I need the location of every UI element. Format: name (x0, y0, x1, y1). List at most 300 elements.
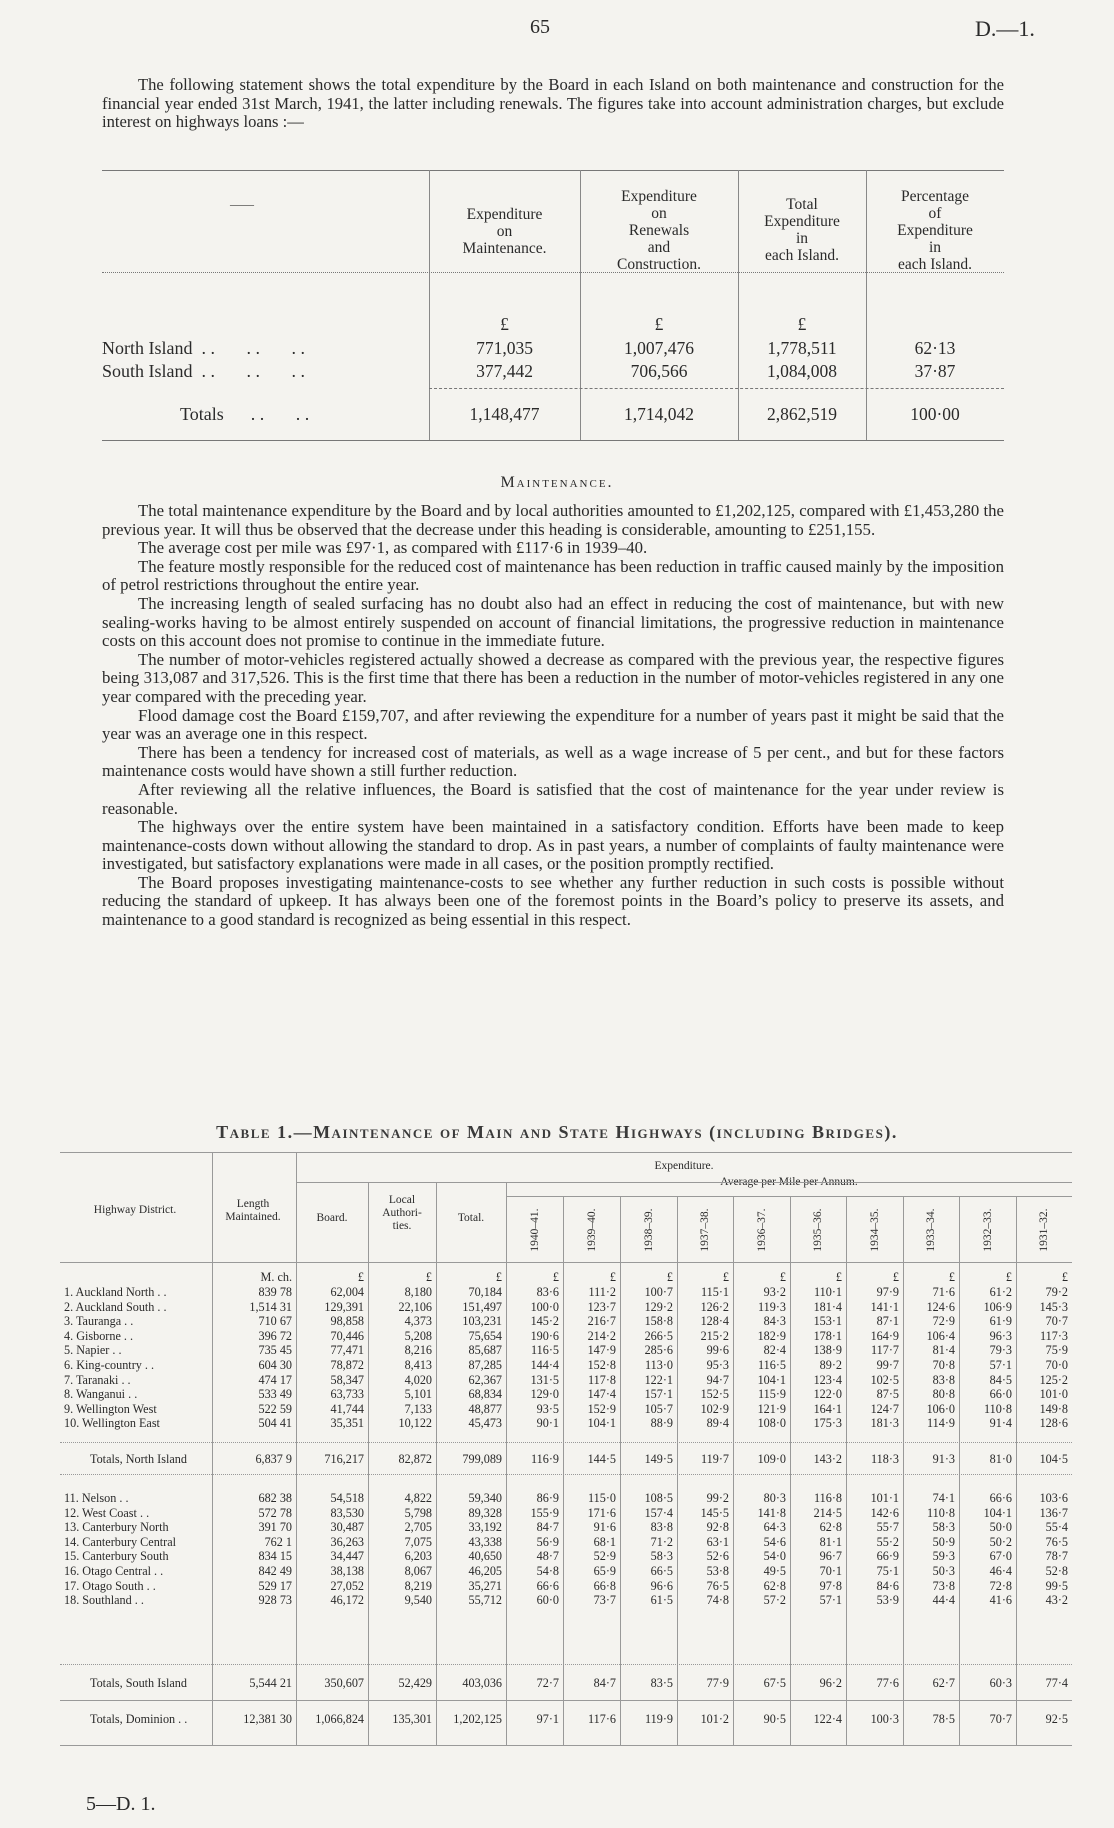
head-district: Highway District. (93, 1204, 177, 1216)
paragraph: The Board proposes investigating maintenance-costs to see whether any further reduction in such costs is possible without reducing the standard of upkeep. It has always been one of the foremost points in the Board’s policy to preserve its assets, and maintenance to a good standard is recognized as being essential in this respect. (102, 872, 1004, 930)
table-cell: 91·6 (593, 1520, 616, 1535)
table-cell: 62,367 (468, 1372, 502, 1387)
rule-north-total (60, 1442, 1072, 1443)
table-cell: 103,231 (462, 1314, 502, 1329)
table-cell: 70·8 (932, 1358, 955, 1372)
body-text (102, 502, 1004, 930)
year-header: 1931–32. (1038, 1208, 1050, 1252)
table-cell: 928 73 (258, 1593, 292, 1608)
table-cell: 70·7 (1045, 1314, 1068, 1329)
table-cell: 124·6 (926, 1299, 955, 1314)
table-cell: 30,487 (330, 1520, 364, 1535)
district-name: 2. Auckland South . . (64, 1299, 167, 1314)
table-cell: 101·1 (870, 1491, 899, 1505)
table-cell: 97·8 (819, 1578, 842, 1593)
unit-label: £ (357, 1270, 364, 1284)
table-cell: 99·5 (1045, 1578, 1068, 1593)
total-cell: 96·2 (819, 1676, 842, 1690)
district-name: 15. Canterbury South (64, 1549, 169, 1564)
table-cell: 111·2 (588, 1285, 616, 1299)
summary-total-cell: 2,862,519 (767, 404, 837, 424)
unit-label: £ (948, 1270, 955, 1284)
table-cell: 155·9 (530, 1505, 559, 1520)
table-cell: 57·2 (763, 1593, 786, 1608)
total-cell: 122·4 (813, 1712, 842, 1726)
table-cell: 128·4 (700, 1314, 729, 1329)
table-cell: 78,872 (330, 1358, 364, 1372)
head-board: Board. (316, 1212, 348, 1224)
average-rule (506, 1196, 1072, 1197)
table-cell: 58·3 (932, 1520, 955, 1535)
table-cell: 735 45 (258, 1343, 292, 1358)
table-cell: 52·8 (1045, 1564, 1068, 1578)
rule-south-total (60, 1664, 1072, 1665)
table-cell: 63,733 (330, 1387, 364, 1402)
table-cell: 50·9 (932, 1534, 955, 1549)
paragraph: The feature mostly responsible for the reduced cost of maintenance has been reduction in traffic caused mainly by the imposition of petrol restrictions throughout the entire year. (102, 556, 1004, 595)
table-cell: 141·8 (757, 1505, 786, 1520)
paragraph: The total maintenance expenditure by the Board and by local authorities amounted to £1,202,125, compared with £1,453,280 the previous year. It will thus be observed that the decrease under this heading is considerable, amounting to £251,155. (102, 501, 1004, 539)
table-cell: 63·1 (706, 1534, 729, 1549)
table-cell: 76·5 (706, 1578, 729, 1593)
total-cell: 1,202,125 (453, 1712, 502, 1726)
table-cell: 5,798 (404, 1505, 432, 1520)
table-cell: 78·7 (1045, 1549, 1068, 1564)
table-cell: 71·2 (650, 1534, 673, 1549)
table-cell: 54,518 (330, 1491, 364, 1505)
district-name: 14. Canterbury Central (64, 1534, 177, 1549)
table-cell: 125·2 (1039, 1372, 1068, 1387)
table-cell: 1,514 31 (249, 1299, 292, 1314)
table-cell: 144·4 (530, 1358, 559, 1372)
table-cell: 62,004 (330, 1285, 364, 1299)
summary-head-rule (102, 272, 1004, 273)
summary-total-cell: 1,714,042 (624, 404, 694, 424)
table-cell: 215·2 (700, 1328, 729, 1343)
table-cell: 99·2 (706, 1491, 729, 1505)
table-cell: 178·1 (813, 1328, 842, 1343)
paragraph: The average cost per mile was £97·1, as compared with £117·6 in 1939–40. (138, 538, 648, 558)
district-name: 8. Wanganui . . (64, 1387, 138, 1402)
table-cell: 55·4 (1045, 1520, 1068, 1535)
total-cell: 799,089 (462, 1452, 502, 1466)
table-cell: 762 1 (264, 1534, 292, 1549)
table-cell: 61·9 (989, 1314, 1012, 1329)
summary-total-cell: 1,148,477 (469, 404, 540, 424)
table-cell: 38,138 (330, 1564, 364, 1578)
table-cell: 43·2 (1045, 1593, 1068, 1608)
table-cell: 123·7 (587, 1299, 616, 1314)
table-cell: 104·1 (757, 1372, 786, 1387)
table-cell: 8,413 (404, 1358, 432, 1372)
table-cell: 842 49 (258, 1564, 292, 1578)
table-cell: 710 67 (258, 1314, 292, 1329)
table-cell: 49·5 (763, 1564, 786, 1578)
table-cell: 141·1 (870, 1299, 899, 1314)
table-cell: 122·1 (644, 1372, 673, 1387)
total-cell: 67·5 (763, 1676, 786, 1690)
header-bottom-rule (60, 1262, 1072, 1263)
table-cell: 115·1 (701, 1285, 729, 1299)
table-cell: 839 78 (258, 1285, 292, 1299)
total-cell: 72·7 (536, 1676, 559, 1690)
table-cell: 7,133 (404, 1401, 432, 1416)
table-cell: 142·6 (870, 1505, 899, 1520)
table-cell: 76·5 (1045, 1534, 1068, 1549)
total-cell: 143·2 (813, 1452, 842, 1466)
total-cell: 83·5 (650, 1676, 673, 1690)
total-cell: 97·1 (536, 1712, 559, 1726)
table-cell: 46,172 (330, 1593, 364, 1608)
table-bottom-rule (60, 1745, 1072, 1746)
table-cell: 104·1 (587, 1416, 616, 1431)
table-cell: 40,650 (468, 1549, 502, 1564)
table-cell: 66·5 (650, 1564, 673, 1578)
table-cell: 35,351 (330, 1416, 364, 1431)
expenditure-rule (296, 1182, 1072, 1183)
table-cell: 67·0 (989, 1549, 1012, 1564)
table-cell: 50·2 (989, 1534, 1012, 1549)
totals-label: Totals, South Island (90, 1676, 187, 1690)
table-cell: 129·0 (530, 1387, 559, 1402)
district-name: 10. Wellington East (64, 1416, 160, 1431)
table-cell: 214·5 (813, 1505, 842, 1520)
table-top-rule (60, 1152, 1072, 1153)
district-name: 16. Otago Central . . (64, 1564, 164, 1578)
summary-table (102, 170, 1004, 440)
summary-total-cell: 100·00 (910, 404, 960, 424)
table-cell: 8,180 (404, 1285, 432, 1299)
table-cell: 66·6 (989, 1491, 1012, 1505)
table-cell: 59·3 (932, 1549, 955, 1564)
table-cell: 102·9 (700, 1401, 729, 1416)
totals-label: Totals, North Island (90, 1452, 187, 1466)
table-cell: 61·2 (989, 1285, 1012, 1299)
head-expenditure: Expenditure. (654, 1160, 714, 1172)
unit-label: £ (609, 1270, 616, 1284)
total-cell: 135,301 (392, 1712, 432, 1726)
table-cell: 33,192 (468, 1520, 502, 1535)
summary-col-construction: Expenditure on Renewals and Construction. (617, 188, 701, 273)
table-cell: 94·7 (706, 1372, 729, 1387)
table-cell: 73·8 (932, 1578, 955, 1593)
table-cell: 119·3 (758, 1299, 786, 1314)
table-cell: 70,184 (468, 1285, 502, 1299)
table-cell: 124·7 (870, 1401, 899, 1416)
total-cell: 1,066,824 (315, 1712, 364, 1726)
paragraph: The highways over the entire system have been maintained in a satisfactory condition. Efforts have been made to keep maintenance-costs down without allowing the standard to drop. As in past years, a number of complaints of faulty maintenance were investigated, but satisfactory explanations were made in all cases, or the position promptly rectified. (102, 817, 1004, 874)
table-cell: 145·2 (530, 1314, 559, 1329)
table-cell: 35,271 (468, 1578, 502, 1593)
table-cell: 36,263 (330, 1534, 364, 1549)
table-cell: 145·5 (700, 1505, 729, 1520)
table-cell: 136·7 (1039, 1505, 1068, 1520)
table-cell: 93·5 (536, 1401, 559, 1416)
table-cell: 93·2 (763, 1285, 786, 1299)
head-length: Length Maintained. (225, 1198, 281, 1223)
table-cell: 96·6 (650, 1578, 673, 1593)
total-cell: 6,837 9 (255, 1452, 292, 1466)
table-cell: 64·3 (763, 1520, 786, 1535)
table-cell: 27,052 (330, 1578, 364, 1593)
table-cell: 60·0 (536, 1593, 559, 1608)
total-cell: 91·3 (932, 1452, 955, 1466)
total-cell: 104·5 (1039, 1452, 1068, 1466)
table-cell: 100·7 (644, 1285, 673, 1299)
summary-col-total: Total Expenditure in each Island. (764, 196, 840, 264)
table-cell: 83·6 (536, 1285, 559, 1299)
district-name: 6. King-country . . (64, 1358, 155, 1372)
table-cell: 75·9 (1045, 1343, 1068, 1358)
table-cell: 96·7 (819, 1549, 842, 1564)
total-cell: 403,036 (462, 1676, 502, 1690)
unit-label: M. ch. (260, 1270, 292, 1284)
total-cell: 52,429 (398, 1676, 432, 1690)
total-cell: 62·7 (932, 1676, 955, 1690)
total-cell: 77·4 (1045, 1676, 1068, 1690)
unit-label: £ (779, 1270, 786, 1284)
total-cell: 12,381 30 (243, 1712, 292, 1726)
table-cell: 113·0 (645, 1358, 673, 1372)
table-cell: 65·9 (593, 1564, 616, 1578)
table-cell: 89·2 (819, 1358, 842, 1372)
table-cell: 54·6 (763, 1534, 786, 1549)
table-cell: 52·6 (706, 1549, 729, 1564)
table-cell: 86·9 (536, 1491, 559, 1505)
table-cell: 114·9 (927, 1416, 955, 1431)
total-cell: 100·3 (870, 1712, 899, 1726)
unit-label: £ (722, 1270, 729, 1284)
paragraph: There has been a tendency for increased cost of materials, as well as a wage increase of 5 per cent., and but for these factors maintenance costs would have shown a still further reduction. (102, 742, 1004, 781)
total-cell: 90·5 (763, 1712, 786, 1726)
table-cell: 100·0 (530, 1299, 559, 1314)
table-cell: 129,391 (324, 1299, 364, 1314)
table-cell: 123·4 (813, 1372, 842, 1387)
table-cell: 46·4 (989, 1564, 1012, 1578)
table-cell: 80·3 (763, 1491, 786, 1505)
table-cell: 70·1 (819, 1564, 842, 1578)
summary-totals-label: Totals . . . . (180, 404, 310, 424)
table-cell: 81·1 (819, 1534, 842, 1549)
table-cell: 122·0 (813, 1387, 842, 1402)
table-cell: 57·1 (989, 1358, 1012, 1372)
table-cell: 34,447 (330, 1549, 364, 1564)
total-cell: 119·7 (701, 1452, 729, 1466)
year-header: 1934–35. (868, 1208, 881, 1252)
table-cell: 50·3 (932, 1564, 955, 1578)
year-header: 1933–34. (925, 1208, 937, 1252)
summary-bottom-rule (102, 440, 1004, 441)
table-cell: 102·5 (870, 1372, 899, 1387)
summary-col-percentage: Percentage of Expenditure in each Island. (897, 188, 973, 273)
total-cell: 84·7 (593, 1676, 616, 1690)
summary-cell: 62·13 (914, 338, 956, 358)
table-cell: 41·6 (989, 1593, 1012, 1608)
table-cell: 97·9 (876, 1285, 899, 1299)
table-cell: 157·1 (644, 1387, 673, 1402)
table-cell: 117·7 (871, 1343, 899, 1358)
table-cell: 74·8 (706, 1593, 729, 1608)
table-cell: 83,530 (330, 1505, 364, 1520)
table-cell: 152·8 (587, 1358, 616, 1372)
table-cell: 4,020 (404, 1372, 432, 1387)
table-cell: 153·1 (813, 1314, 842, 1329)
table-cell: 522 59 (258, 1401, 292, 1416)
summary-cell: 1,084,008 (767, 361, 837, 381)
table-cell: 110·8 (927, 1505, 955, 1520)
table-cell: 138·9 (813, 1343, 842, 1358)
table-cell: 99·7 (876, 1358, 899, 1372)
table-cell: 8,216 (404, 1343, 432, 1358)
table-cell: 71·6 (932, 1285, 955, 1299)
table-cell: 101·0 (1039, 1387, 1068, 1402)
table-cell: 66·0 (989, 1387, 1012, 1402)
table-cell: 106·4 (926, 1328, 955, 1343)
table-cell: 110·1 (814, 1285, 842, 1299)
table-cell: 44·4 (932, 1593, 955, 1608)
district-name: 17. Otago South . . (64, 1578, 156, 1593)
summary-cell: 37·87 (914, 361, 956, 381)
head-total: Total. (457, 1212, 485, 1224)
table-cell: 58·3 (650, 1549, 673, 1564)
table-cell: 396 72 (258, 1328, 292, 1343)
table-cell: 175·3 (813, 1416, 842, 1431)
table-cell: 73·7 (593, 1593, 616, 1608)
summary-row-label: North Island . . . . . . (102, 338, 305, 358)
table-cell: 46,205 (468, 1564, 502, 1578)
table-cell: 145·3 (1039, 1299, 1068, 1314)
table-cell: 70,446 (330, 1328, 364, 1343)
summary-cell: 706,566 (630, 361, 688, 381)
table-cell: 55,712 (468, 1593, 502, 1608)
table-cell: 87,285 (468, 1358, 502, 1372)
table-cell: 58,347 (330, 1372, 364, 1387)
table-cell: 79·3 (989, 1343, 1012, 1358)
table-cell: 52·9 (593, 1549, 616, 1564)
table-cell: 48,877 (468, 1401, 502, 1416)
table-cell: 5,208 (404, 1328, 432, 1343)
table-cell: 43,338 (468, 1534, 502, 1549)
table-cell: 115·9 (758, 1387, 786, 1402)
table-cell: 164·1 (813, 1401, 842, 1416)
district-name: 3. Tauranga . . (64, 1314, 134, 1329)
table-cell: 77,471 (330, 1343, 364, 1358)
table-cell: 95·3 (706, 1358, 729, 1372)
summary-unit: £ (500, 314, 509, 334)
table-cell: 68,834 (468, 1387, 502, 1402)
unit-label: £ (552, 1270, 559, 1284)
table-cell: 147·4 (587, 1387, 616, 1402)
total-cell: 92·5 (1045, 1712, 1068, 1726)
table-cell: 84·7 (536, 1520, 559, 1535)
year-header: 1940–41. (528, 1208, 541, 1252)
table-cell: 72·9 (932, 1314, 955, 1329)
total-cell: 119·9 (645, 1712, 673, 1726)
table-cell: 152·9 (587, 1401, 616, 1416)
table-cell: 181·4 (813, 1299, 842, 1314)
unit-label: £ (1005, 1270, 1012, 1284)
table-cell: 85,687 (468, 1343, 502, 1358)
table-column-divider (296, 1152, 297, 1745)
table-cell: 391 70 (258, 1520, 292, 1535)
unit-label: £ (495, 1270, 502, 1284)
table-cell: 214·2 (587, 1328, 616, 1343)
table-cell: 66·8 (593, 1578, 616, 1593)
paragraph: The increasing length of sealed surfacing has no doubt also had an effect in reducing the cost of maintenance, but with new sealing-works having to be almost entirely suspended on account of financial limitations, the progressive reduction in maintenance costs on this account does not promise to continue in the immediate future. (102, 593, 1004, 651)
table-cell: 9,540 (404, 1593, 432, 1608)
table-cell: 72·8 (989, 1578, 1012, 1593)
year-header: 1935–36. (812, 1208, 824, 1252)
intro-text: The following statement shows the total expenditure by the Board in each Island on both maintenance and construction for the financial year ended 31st March, 1941, the latter including renewals. The figures take into account administration charges, but exclude interest on highways loans :— (102, 75, 1004, 132)
table-cell: 105·7 (644, 1401, 673, 1416)
summary-blank-head: —— (230, 197, 254, 211)
table-cell: 121·9 (757, 1401, 786, 1416)
table-cell: 128·6 (1039, 1416, 1068, 1431)
total-cell: 77·6 (876, 1676, 899, 1690)
table-cell: 110·8 (984, 1401, 1012, 1416)
table1-title: Table 1.—Maintenance of Main and State Highways (including Bridges). (216, 1122, 898, 1142)
summary-cell: 1,007,476 (624, 338, 694, 358)
summary-total-rule (429, 388, 1004, 389)
year-header: 1938–39. (642, 1208, 655, 1252)
summary-unit: £ (654, 314, 664, 334)
footer-signature: 5—D. 1. (86, 1793, 156, 1815)
table-cell: 84·5 (989, 1372, 1012, 1387)
total-cell: 117·6 (588, 1712, 616, 1726)
table-cell: 834 15 (258, 1549, 292, 1564)
table-cell: 82·4 (763, 1343, 786, 1358)
table-cell: 6,203 (404, 1549, 432, 1564)
paragraph: After reviewing all the relative influences, the Board is satisfied that the cost of maintenance for the year under review is reasonable. (102, 779, 1004, 818)
table-cell: 56·9 (536, 1534, 559, 1549)
district-name: 11. Nelson . . (64, 1491, 129, 1505)
summary-col-maintenance: Expenditure on Maintenance. (462, 206, 547, 257)
year-header: 1939–40. (585, 1208, 598, 1252)
total-cell: 82,872 (398, 1452, 432, 1466)
table-cell: 68·1 (593, 1534, 616, 1549)
table-column-divider (212, 1152, 213, 1745)
table-cell: 682 38 (258, 1491, 292, 1505)
district-name: 7. Taranaki . . (64, 1372, 131, 1387)
table-cell: 157·4 (644, 1505, 673, 1520)
table-cell: 126·2 (700, 1299, 729, 1314)
table-cell: 474 17 (258, 1372, 292, 1387)
table-cell: 84·6 (876, 1578, 899, 1593)
totals-label: Totals, Dominion . . (90, 1712, 188, 1726)
table-cell: 84·3 (763, 1314, 786, 1329)
table-cell: 75,654 (468, 1328, 502, 1343)
unit-label: £ (892, 1270, 899, 1284)
summary-row-label: South Island . . . . . . (102, 361, 306, 381)
table-cell: 149·8 (1039, 1401, 1068, 1416)
total-cell: 149·5 (644, 1452, 673, 1466)
table-cell: 117·3 (1040, 1328, 1068, 1343)
table-cell: 90·1 (536, 1416, 559, 1431)
table-cell: 158·8 (644, 1314, 673, 1329)
table-cell: 4,373 (404, 1314, 432, 1329)
maintenance-table (60, 1152, 1072, 1745)
table-cell: 66·9 (876, 1549, 899, 1564)
table-cell: 151,497 (462, 1299, 502, 1314)
table-cell: 62·8 (819, 1520, 842, 1535)
summary-cell: 377,442 (476, 361, 533, 381)
table-cell: 53·8 (706, 1564, 729, 1578)
table-cell: 87·1 (876, 1314, 899, 1329)
table-cell: 83·8 (650, 1520, 673, 1535)
total-cell: 81·0 (989, 1452, 1012, 1466)
rule-south-start (60, 1474, 1072, 1475)
table-cell: 216·7 (587, 1314, 616, 1329)
